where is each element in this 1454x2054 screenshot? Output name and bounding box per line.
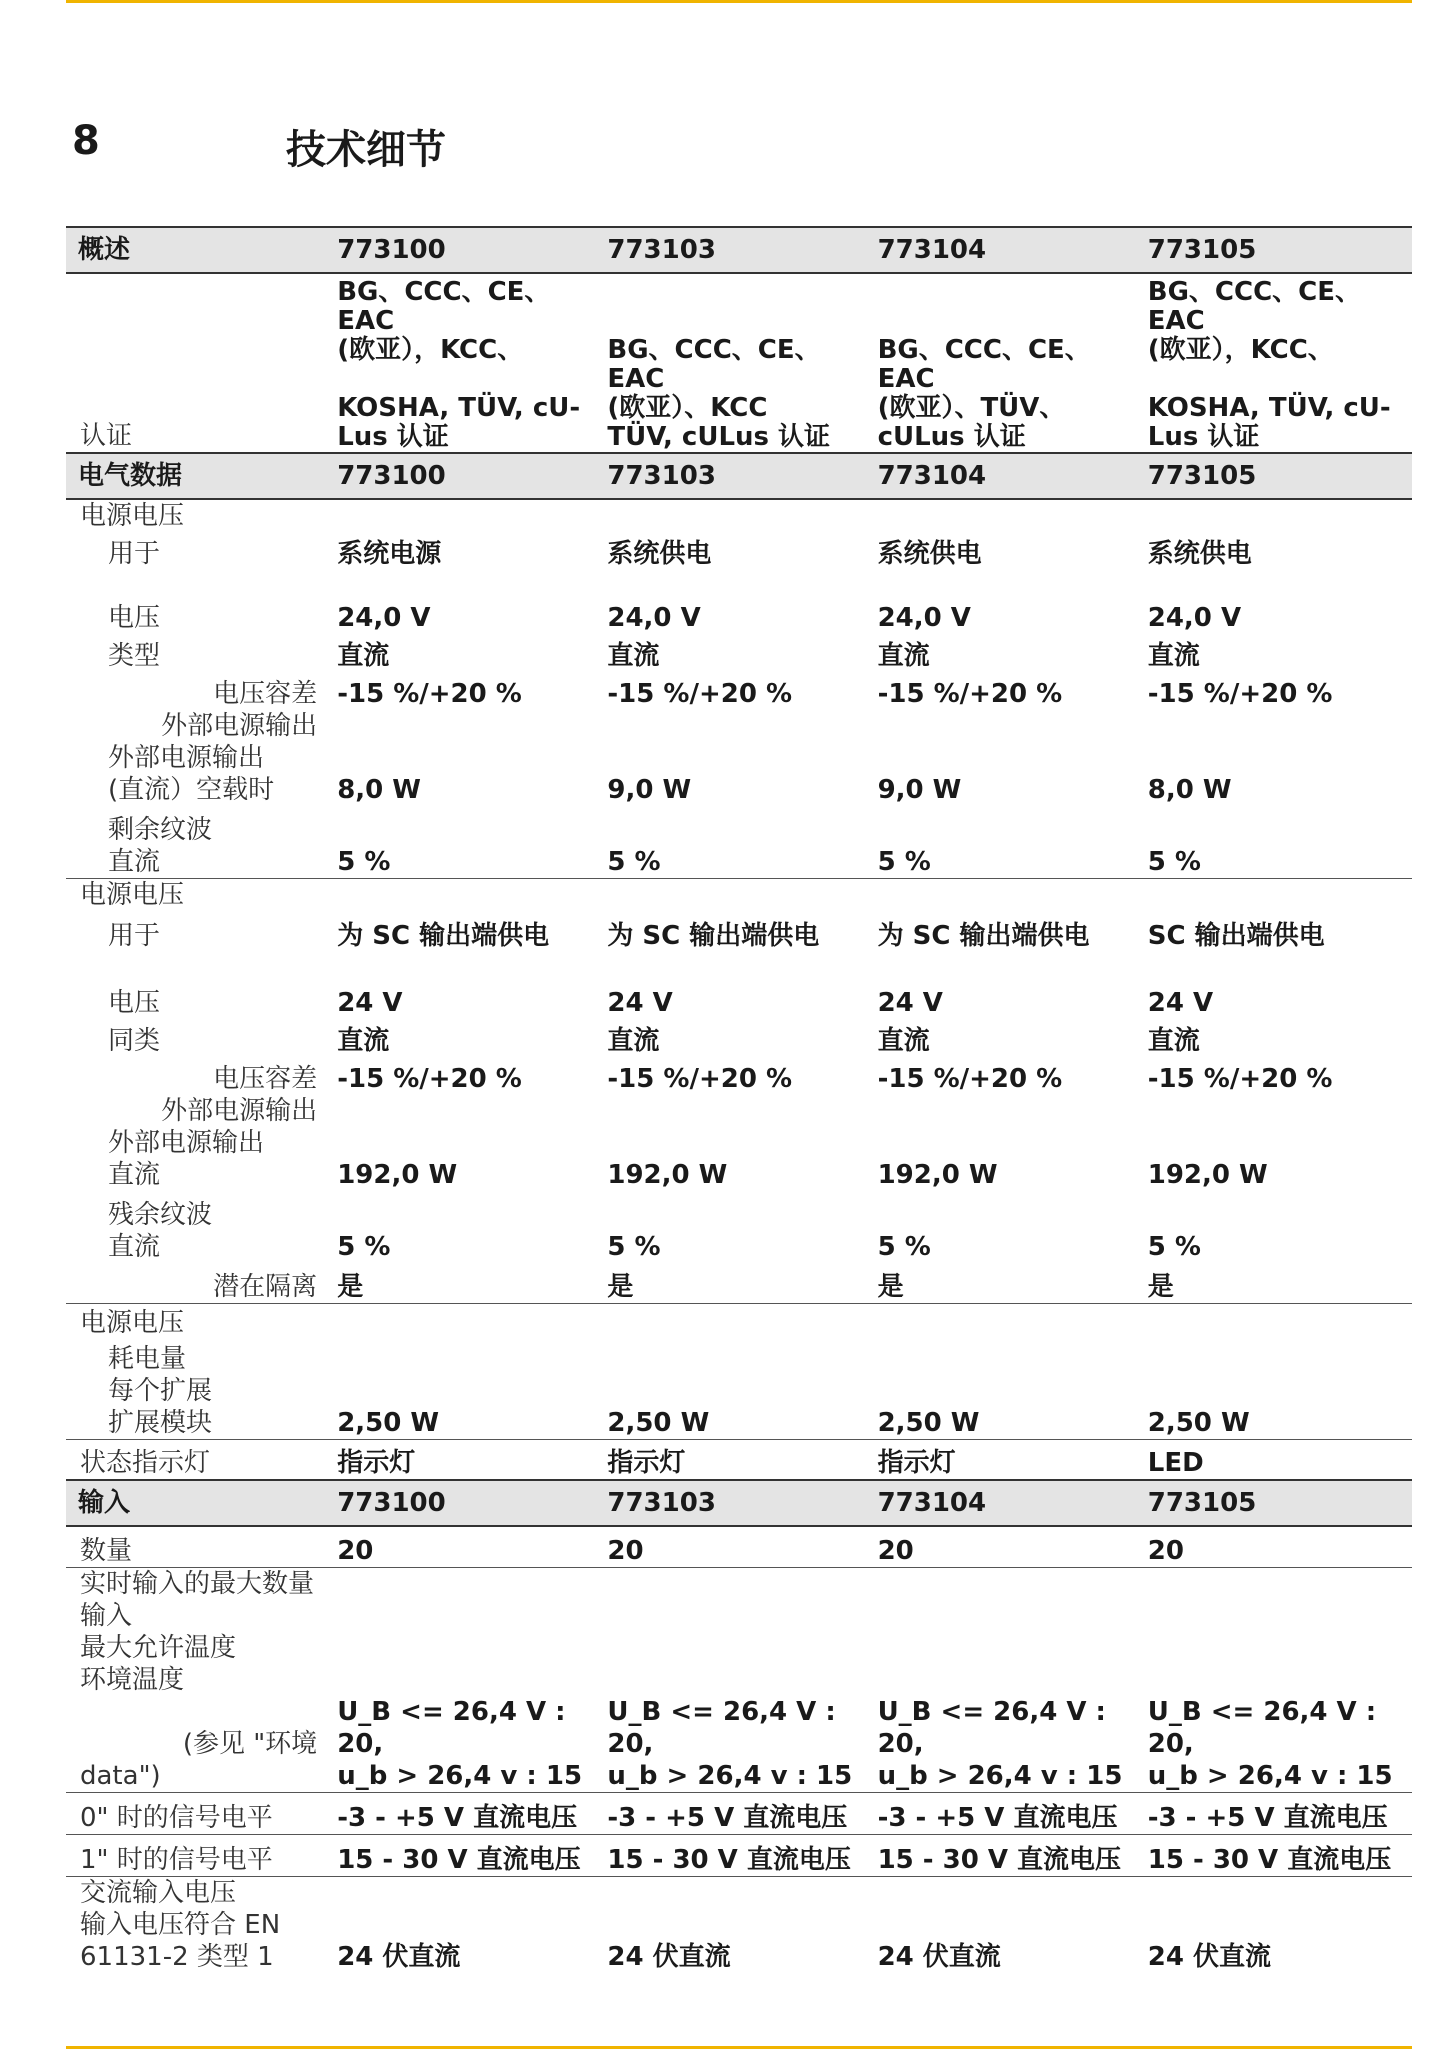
ps2-used-row <box>66 911 1412 961</box>
ps2-tolerance-value: -15 %/+20 % <box>1147 1064 1333 1094</box>
input-header-row <box>66 1480 1412 1526</box>
ps3-consumption-value: 2,50 W <box>872 1407 1142 1440</box>
col-header: 773105 <box>1142 453 1412 499</box>
count-value: 20 <box>601 1526 871 1568</box>
ps2-ripple-value: 5 % <box>337 1232 391 1262</box>
sig1-value: 15 - 30 V 直流电压 <box>601 1835 871 1877</box>
col-header: 773103 <box>601 453 871 499</box>
sig0-row <box>66 1793 1412 1835</box>
max-label-row-d <box>66 1664 1412 1696</box>
ps2-used-value: 为 SC 输出端供电 <box>607 921 820 951</box>
ps1-type-value: 直流 <box>337 641 390 671</box>
ps2-type-label: 同类 <box>108 1026 161 1056</box>
ps2-extout-value: 192,0 W <box>877 1160 998 1190</box>
ps2-extout-label-b: 外部电源输出 <box>108 1128 265 1158</box>
ps2-used-value: 为 SC 输出端供电 <box>877 921 1090 951</box>
max-row-2 <box>66 1760 1412 1793</box>
max-label-row-c <box>66 1632 1412 1664</box>
max-label-d: 环境温度 <box>80 1665 185 1695</box>
cert-value: BG、CCC、CE、 EAC (欧亚），KCC、 KOSHA, TÜV, cU- Lus 认证 <box>331 273 601 453</box>
col-header: 773100 <box>331 227 601 273</box>
overview-header: 概述 <box>66 227 331 273</box>
max-value-line1: U_B <= 26,4 V : 20, <box>877 1697 1106 1759</box>
ps2-used-value: SC 输出端供电 <box>1147 921 1325 951</box>
col-header: 773104 <box>872 1480 1142 1526</box>
ps2-type-value: 直流 <box>337 1026 390 1056</box>
sig0-value: -3 - +5 V 直流电压 <box>1142 1793 1412 1835</box>
ps2-isolation-value: 是 <box>872 1263 1142 1303</box>
ps2-extout-label-c: 直流 <box>108 1160 161 1190</box>
sig1-value: 15 - 30 V 直流电压 <box>872 1835 1142 1877</box>
max-value-line1: U_B <= 26,4 V : 20, <box>337 1697 566 1759</box>
status-value: 指示灯 <box>337 1447 416 1478</box>
sig0-label: 0" 时的信号电平 <box>66 1793 331 1835</box>
ps1-extout-label-row <box>66 710 1412 742</box>
status-value: 指示灯 <box>877 1447 956 1478</box>
ps2-ripple-row <box>66 1231 1412 1263</box>
ps2-extout-row <box>66 1159 1412 1191</box>
ps3-consumption-value: 2,50 W <box>331 1407 601 1440</box>
col-header: 773104 <box>872 453 1142 499</box>
ps2-tolerance-label: 电压容差 <box>213 1064 318 1094</box>
ps3-label-row <box>66 1339 1412 1375</box>
ps1-extout-label-row-2 <box>66 742 1412 774</box>
ac-label-c: 61131-2 类型 1 <box>80 1942 274 1972</box>
ps2-isolation-value: 是 <box>1142 1263 1412 1303</box>
overview-header-row <box>66 227 1412 273</box>
col-header: 773103 <box>601 1480 871 1526</box>
ps1-extout-value: 9,0 W <box>877 775 962 805</box>
count-row <box>66 1526 1412 1568</box>
ps2-ripple-label-b: 直流 <box>108 1232 161 1262</box>
ps1-voltage-label: 电压 <box>108 603 161 633</box>
max-value-line2: u_b > 26,4 v : 15 <box>601 1760 871 1793</box>
ps2-title: 电源电压 <box>80 880 185 910</box>
ps2-extout-value: 192,0 W <box>607 1160 728 1190</box>
max-label-row-a <box>66 1568 1412 1601</box>
tech-spec-table <box>66 226 1412 1973</box>
ps1-voltage-value: 24,0 V <box>1147 603 1242 633</box>
ac-label-row-a <box>66 1877 1412 1910</box>
ps2-type-row <box>66 1019 1412 1057</box>
ps2-ripple-label-a: 残余纹波 <box>108 1200 213 1230</box>
ps2-used-value: 为 SC 输出端供电 <box>337 921 550 951</box>
ps1-tolerance-row <box>66 672 1412 710</box>
ps1-type-label: 类型 <box>108 641 161 671</box>
max-label-c: 最大允许温度 <box>80 1633 237 1663</box>
max-value-line2: u_b > 26,4 v : 15 <box>1142 1760 1412 1793</box>
ps1-ripple-row <box>66 846 1412 879</box>
ps3-title-row <box>66 1303 1412 1339</box>
ps1-ripple-value: 5 % <box>1142 846 1412 879</box>
ac-value: 24 伏直流 <box>607 1942 731 1972</box>
ps1-used-value: 系统供电 <box>1147 539 1252 569</box>
ps2-ripple-value: 5 % <box>1147 1232 1201 1262</box>
count-label: 数量 <box>66 1526 331 1568</box>
cert-value: BG、CCC、CE、 EAC (欧亚）、KCC TÜV, cULus 认证 <box>601 273 871 453</box>
ps1-tolerance-value: -15 %/+20 % <box>607 679 793 709</box>
ps2-extout-label-row <box>66 1095 1412 1127</box>
section-title: 技术细节 <box>286 127 446 173</box>
ps1-voltage-value: 24,0 V <box>877 603 971 633</box>
ps1-used-value: 系统供电 <box>607 539 712 569</box>
ps1-ripple-label-a: 剩余纹波 <box>108 815 213 845</box>
ps3-consumption-row <box>66 1407 1412 1440</box>
ps1-title-row <box>66 499 1412 532</box>
electrical-header: 电气数据 <box>66 453 331 499</box>
ps2-voltage-value: 24 V <box>337 988 403 1018</box>
ac-label-a: 交流输入电压 <box>80 1878 237 1908</box>
sig0-value: -3 - +5 V 直流电压 <box>601 1793 871 1835</box>
section-number: 8 <box>72 118 100 164</box>
ac-label-row-b <box>66 1909 1412 1941</box>
sig0-value: -3 - +5 V 直流电压 <box>331 1793 601 1835</box>
max-label-b: 输入 <box>80 1601 133 1631</box>
ps1-ripple-value: 5 % <box>331 846 601 879</box>
ps1-used-value: 系统电源 <box>337 539 442 569</box>
max-label-f: data") <box>66 1760 331 1793</box>
ps3-label-a: 耗电量 <box>108 1344 187 1374</box>
ps3-title: 电源电压 <box>80 1308 185 1338</box>
ps2-tolerance-value: -15 %/+20 % <box>877 1064 1063 1094</box>
ps1-extout-value: 9,0 W <box>607 775 692 805</box>
ps1-ripple-label-b: 直流 <box>66 846 331 879</box>
cert-row <box>66 273 1412 453</box>
ps1-ripple-label-row <box>66 806 1412 846</box>
status-label: 状态指示灯 <box>80 1447 211 1478</box>
status-value: LED <box>1147 1447 1204 1478</box>
ps2-used-label: 用于 <box>108 921 161 951</box>
ps1-type-value: 直流 <box>607 641 660 671</box>
bottom-accent-line <box>66 2046 1412 2049</box>
ps2-type-value: 直流 <box>877 1026 930 1056</box>
col-header: 773100 <box>331 1480 601 1526</box>
ps1-type-value: 直流 <box>1147 641 1200 671</box>
ps1-used-label: 用于 <box>108 539 161 569</box>
ps2-voltage-value: 24 V <box>877 988 943 1018</box>
electrical-header-row <box>66 453 1412 499</box>
cert-value: BG、CCC、CE、 EAC (欧亚），KCC、 KOSHA, TÜV, cU- Lus 认证 <box>1142 273 1412 453</box>
ps1-voltage-row <box>66 576 1412 634</box>
ps2-voltage-value: 24 V <box>1147 988 1214 1018</box>
count-value: 20 <box>872 1526 1142 1568</box>
sig1-value: 15 - 30 V 直流电压 <box>1142 1835 1412 1877</box>
status-row <box>66 1440 1412 1480</box>
max-label-row-b <box>66 1600 1412 1632</box>
sig1-value: 15 - 30 V 直流电压 <box>331 1835 601 1877</box>
max-value-line1: U_B <= 26,4 V : 20, <box>1147 1697 1377 1759</box>
max-row-1 <box>66 1696 1412 1760</box>
ps2-isolation-value: 是 <box>331 1263 601 1303</box>
ps2-extout-label-row-2 <box>66 1127 1412 1159</box>
status-value: 指示灯 <box>607 1447 686 1478</box>
ac-value: 24 伏直流 <box>337 1942 461 1972</box>
ps1-tolerance-value: -15 %/+20 % <box>337 679 522 709</box>
cert-value: BG、CCC、CE、 EAC (欧亚）、TÜV、 cULus 认证 <box>872 273 1142 453</box>
count-value: 20 <box>331 1526 601 1568</box>
ps1-voltage-value: 24,0 V <box>337 603 431 633</box>
ps2-ripple-value: 5 % <box>877 1232 931 1262</box>
ps1-tolerance-value: -15 %/+20 % <box>1147 679 1333 709</box>
ps2-tolerance-row <box>66 1057 1412 1095</box>
ps1-voltage-value: 24,0 V <box>607 603 701 633</box>
col-header: 773105 <box>1142 227 1412 273</box>
cert-label: 认证 <box>66 273 331 453</box>
ps1-extout-label-a: 外部电源输出 <box>161 711 318 741</box>
max-value-line2: u_b > 26,4 v : 15 <box>872 1760 1142 1793</box>
ps3-consumption-value: 2,50 W <box>601 1407 871 1440</box>
ps2-voltage-value: 24 V <box>607 988 673 1018</box>
ps1-ripple-value: 5 % <box>601 846 871 879</box>
ps1-tolerance-value: -15 %/+20 % <box>877 679 1063 709</box>
ps3-label-row-2 <box>66 1375 1412 1407</box>
col-header: 773105 <box>1142 1480 1412 1526</box>
ac-label-b: 输入电压符合 EN <box>80 1910 281 1940</box>
ps2-tolerance-value: -15 %/+20 % <box>337 1064 522 1094</box>
ac-value: 24 伏直流 <box>877 1942 1001 1972</box>
ps2-extout-value: 192,0 W <box>1147 1160 1268 1190</box>
ps1-extout-label-c: (直流）空载时 <box>108 775 275 805</box>
max-value-line2: u_b > 26,4 v : 15 <box>331 1760 601 1793</box>
col-header: 773100 <box>331 453 601 499</box>
ps2-extout-label-a: 外部电源输出 <box>161 1096 318 1126</box>
max-value-line1: U_B <= 26,4 V : 20, <box>607 1697 836 1759</box>
ps1-extout-value: 8,0 W <box>1147 775 1232 805</box>
col-header: 773104 <box>872 227 1142 273</box>
sig1-label: 1" 时的信号电平 <box>66 1835 331 1877</box>
ps2-isolation-value: 是 <box>601 1263 871 1303</box>
ps1-extout-row <box>66 774 1412 806</box>
max-label-e: (参见 "环境 <box>182 1729 318 1759</box>
ps2-extout-value: 192,0 W <box>337 1160 458 1190</box>
ps3-label-b: 每个扩展 <box>108 1376 213 1406</box>
ps2-voltage-row <box>66 961 1412 1019</box>
input-header: 输入 <box>66 1480 331 1526</box>
ps3-consumption-value: 2,50 W <box>1142 1407 1412 1440</box>
ps1-used-row <box>66 532 1412 576</box>
ps2-voltage-label: 电压 <box>108 988 161 1018</box>
ac-row <box>66 1941 1412 1973</box>
sig0-value: -3 - +5 V 直流电压 <box>872 1793 1142 1835</box>
ps1-title: 电源电压 <box>80 501 185 531</box>
ps2-isolation-row <box>66 1263 1412 1303</box>
ps3-label-c: 扩展模块 <box>66 1407 331 1440</box>
ps2-ripple-value: 5 % <box>607 1232 661 1262</box>
ps2-type-value: 直流 <box>1147 1026 1200 1056</box>
ps1-type-row <box>66 634 1412 672</box>
ps1-ripple-value: 5 % <box>872 846 1142 879</box>
ps1-extout-label-b: 外部电源输出 <box>108 743 265 773</box>
ps1-used-value: 系统供电 <box>877 539 982 569</box>
col-header: 773103 <box>601 227 871 273</box>
max-label-a: 实时输入的最大数量 <box>80 1569 315 1599</box>
ps2-type-value: 直流 <box>607 1026 660 1056</box>
ps1-type-value: 直流 <box>877 641 930 671</box>
ps2-isolation-label: 潜在隔离 <box>66 1263 331 1303</box>
ps2-tolerance-value: -15 %/+20 % <box>607 1064 793 1094</box>
count-value: 20 <box>1142 1526 1412 1568</box>
top-accent-line <box>66 0 1412 3</box>
ps2-title-row <box>66 879 1412 912</box>
ps1-extout-value: 8,0 W <box>337 775 421 805</box>
sig1-row <box>66 1835 1412 1877</box>
ac-value: 24 伏直流 <box>1147 1942 1271 1972</box>
ps1-tolerance-label: 电压容差 <box>213 679 318 709</box>
ps2-ripple-label-row <box>66 1191 1412 1231</box>
